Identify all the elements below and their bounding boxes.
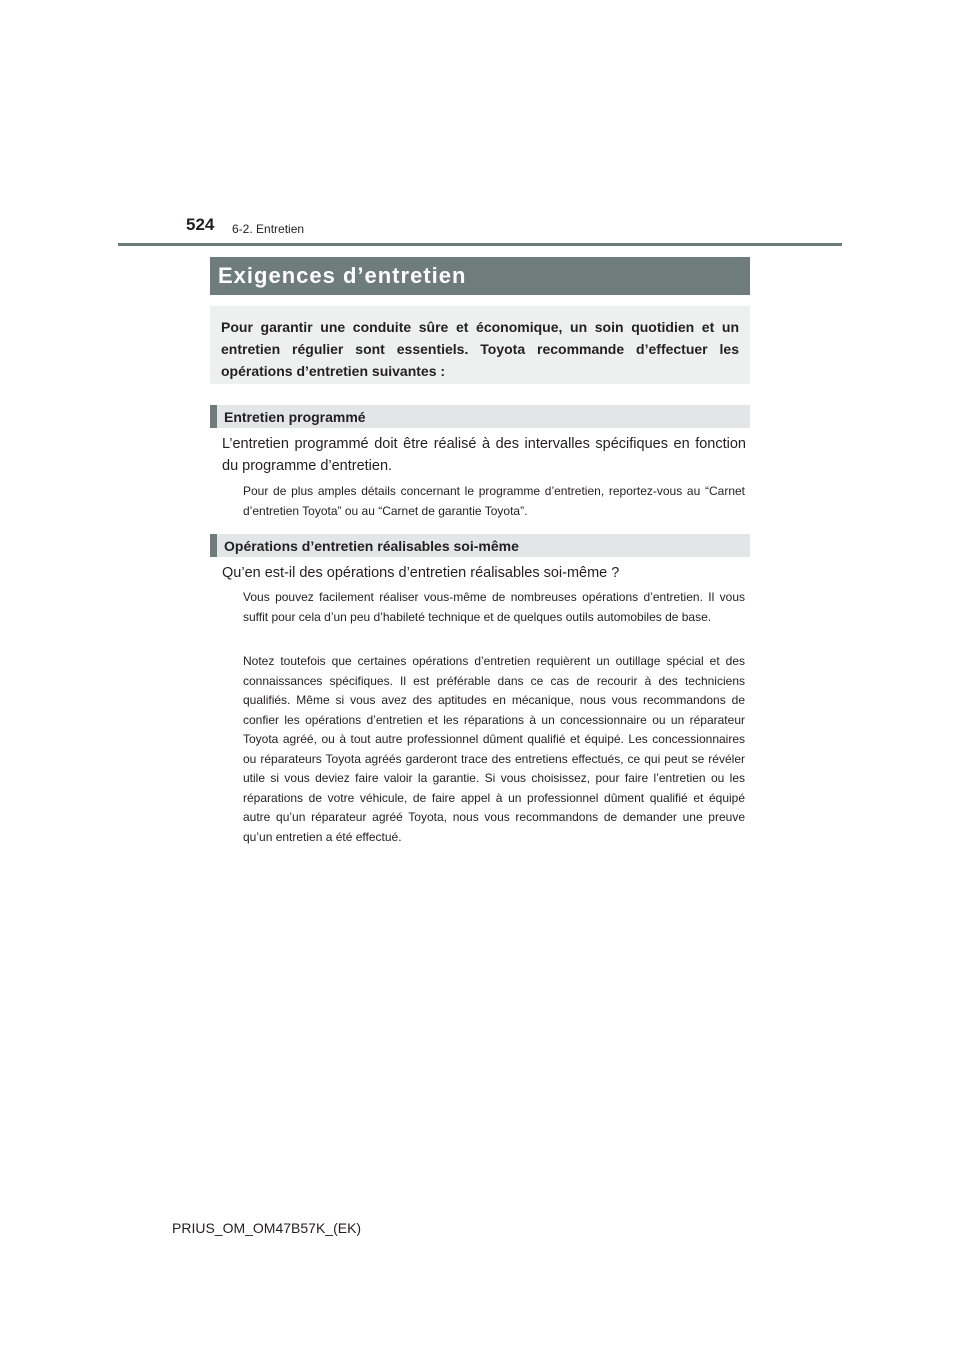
section-note-text: Notez toutefois que certaines opérations d’entretien requièrent un outillage spécial et des connaissances spécifiques. Il est préférable dans ce cas de recourir à des techniciens qualifiés. Même si vous avez des aptitudes en mécanique, nous vous recommandons de confier les opérations d’entretien et les réparations à un concessionnaire ou un réparateur Toyota agréé, ou à tout autre professionnel dûment qualifié et équipé. Les concessionnaires ou réparateurs Toyota agréés garderont trace des entretiens effectués, ce qui peut se révéler utile si vous deviez faire valoir la garantie. Si vous choisissez, pour faire l’entretien ou les réparations de votre véhicule, de faire appel à un professionnel dûment qualifié et équipé autre qu’un réparateur agréé Toyota, nous vous recommandons de demander une preuve qu’un entretien a été effectué. (243, 654, 745, 844)
header-rule (118, 243, 842, 246)
page-title: Exigences d’entretien (218, 263, 467, 288)
section-lead-text: L’entretien programmé doit être réalisé à des intervalles spécifiques en fonction du programme d’entretien. (222, 436, 746, 474)
section-heading-diy-maintenance (210, 534, 750, 557)
section-heading-label: Opérations d’entretien réalisables soi-même (224, 537, 519, 554)
footer-document-code: PRIUS_OM_OM47B57K_(EK) (172, 1220, 362, 1236)
title-bar (210, 257, 750, 295)
section-reference: 6-2. Entretien (232, 222, 305, 236)
section-note-text: Pour de plus amples détails concernant le programme d’entretien, reportez-vous au “Carnet d’entretien Toyota” ou au “Carnet de garantie Toyota”. (243, 484, 745, 518)
section-heading-scheduled-maintenance (210, 405, 750, 428)
section-heading-label: Entretien programmé (224, 408, 366, 425)
page-number: 524 (186, 215, 215, 234)
section-lead-text: Qu’en est-il des opérations d’entretien réalisables soi-même ? (222, 565, 620, 581)
intro-text: Pour garantir une conduite sûre et économique, un soin quotidien et un entretien régulier sont essentiels. Toyota recommande d’effectuer les opérations d’entretien suivantes : (221, 319, 739, 379)
intro-box (210, 306, 750, 384)
section-note-text: Vous pouvez facilement réaliser vous-même de nombreuses opérations d’entretien. Il vous suffit pour cela d’un peu d’habileté technique et de quelques outils automobiles de base. (243, 590, 745, 624)
